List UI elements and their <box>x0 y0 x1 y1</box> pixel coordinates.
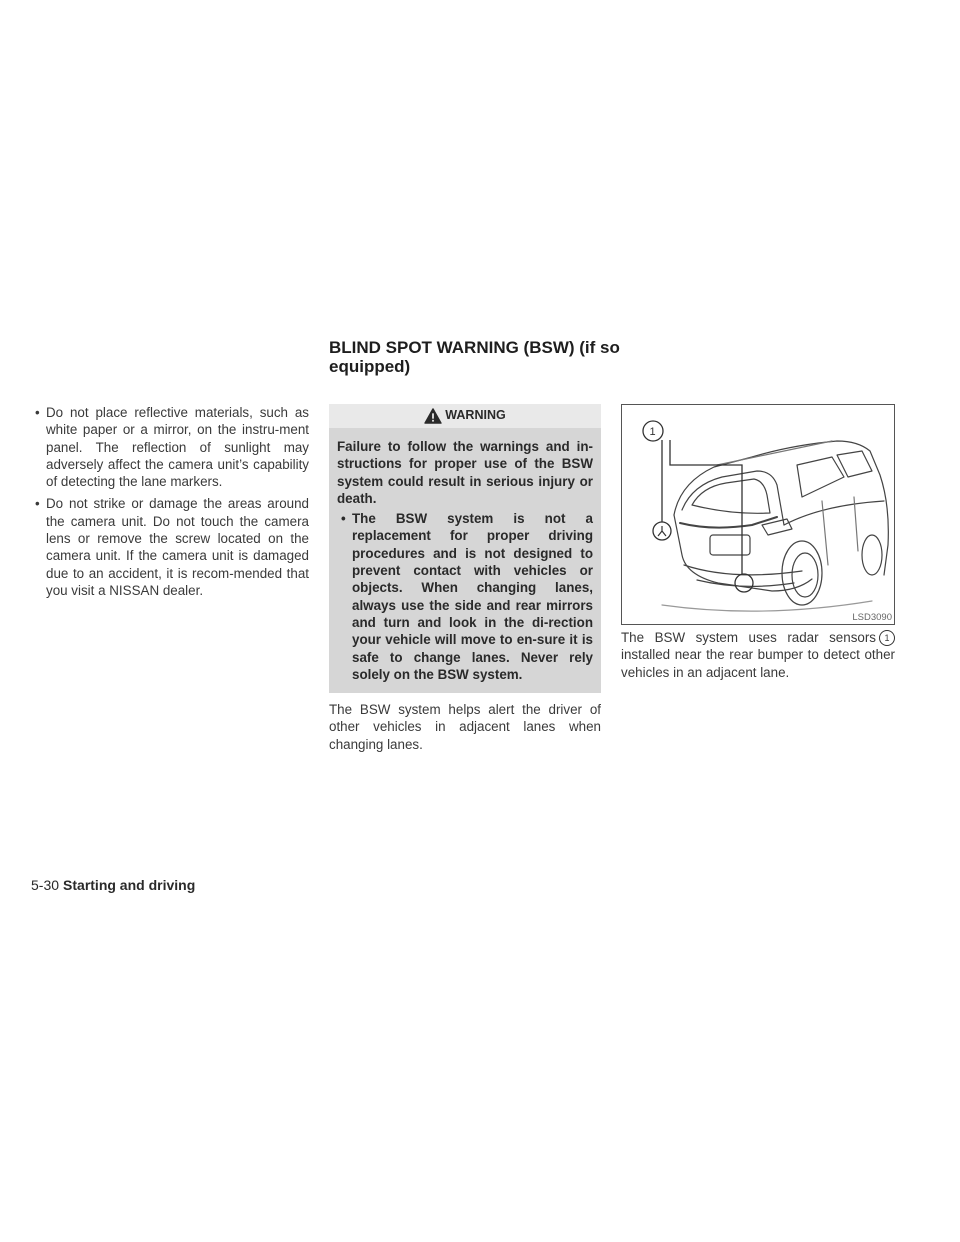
left-column <box>31 404 309 604</box>
precaution-item-camera-damage: • Do not strike or damage the areas around the camera unit. Do not touch the camera lens or remove the screw located on the camera unit. If the camera unit is damaged due to an accident, it is recom-mended that you visit a NISSAN dealer. <box>31 495 309 599</box>
page-number: 5-30 <box>31 877 60 893</box>
bsw-description: The BSW system helps alert the driver of other vehicles in adjacent lanes when changing lanes. <box>329 702 601 752</box>
figure-code: LSD3090 <box>852 612 892 623</box>
chapter-name: Starting and driving <box>63 877 196 893</box>
precaution-item-reflective: • Do not place reflective materials, such as white paper or a mirror, on the instru-ment panel. The reflection of sunlight may adversely affect the camera unit’s capability of detecting the lane markers. <box>31 404 309 490</box>
section-title: BLIND SPOT WARNING (BSW) (if so equipped) <box>329 338 620 376</box>
warning-label: WARNING <box>445 408 506 423</box>
suv-rear-drawing <box>622 405 894 624</box>
warning-list <box>337 510 593 683</box>
rear-vehicle-illustration <box>621 404 895 625</box>
radar-sensor-description <box>621 629 895 681</box>
right-column <box>621 404 895 681</box>
radar-text-before: The BSW system uses radar sensors <box>621 630 876 645</box>
warning-lead-text: Failure to follow the warnings and in-structions for proper use of the BSW system could result in serious injury or death. <box>337 439 593 506</box>
callout-label: 1 <box>649 426 656 438</box>
precaution-list <box>31 404 309 599</box>
page-footer <box>31 877 195 893</box>
radar-text-after: installed near the rear bumper to detect other vehicles in an adjacent lane. <box>621 647 895 680</box>
warning-triangle-icon <box>424 408 442 424</box>
warning-box <box>329 404 601 693</box>
warning-header <box>329 404 601 428</box>
warning-item-not-replacement: • The BSW system is not a replacement for proper driving procedures and is not designed to prevent contact with vehicles or objects. When changing lanes, always use the side and rear mirrors and turn and look in the di-rection your vehicle will move to en-sure it is safe to change lanes. Never rely solely on the BSW system. <box>337 510 593 683</box>
middle-column <box>329 404 601 753</box>
sensor-number-marker: 1 <box>879 630 895 646</box>
